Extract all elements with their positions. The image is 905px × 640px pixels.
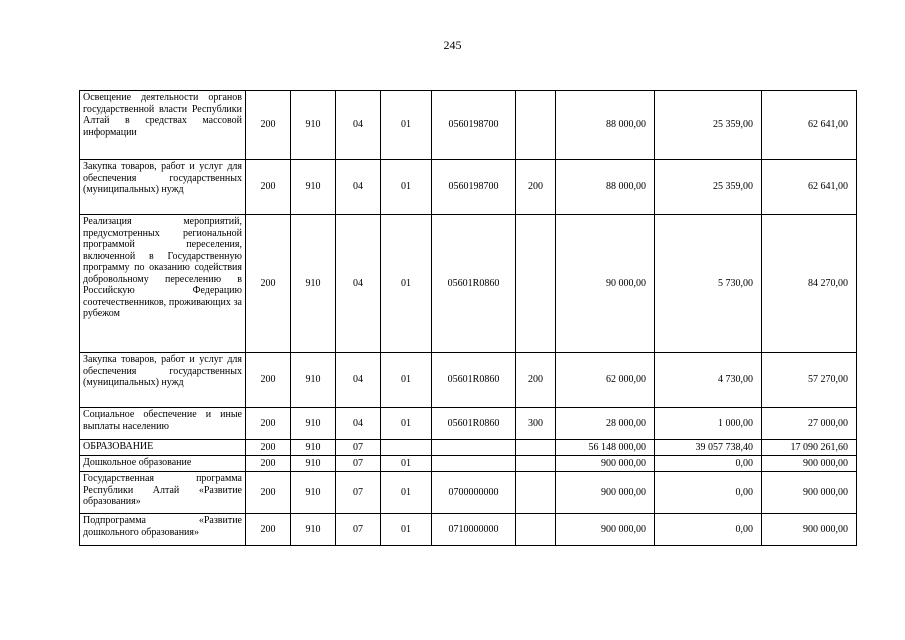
row-vr: 200 — [516, 353, 556, 408]
row-value-3: 84 270,00 — [762, 215, 857, 353]
row-ved: 200 — [246, 408, 291, 440]
row-value-2: 39 057 738,40 — [655, 440, 762, 456]
row-rz: 04 — [336, 353, 381, 408]
row-csr: 0560198700 — [432, 91, 516, 160]
row-pr: 01 — [381, 91, 432, 160]
row-csr: 0710000000 — [432, 514, 516, 546]
budget-table — [79, 90, 857, 546]
table-row — [80, 408, 857, 440]
row-value-3: 62 641,00 — [762, 91, 857, 160]
row-name: Подпрограмма «Развитие дошкольного образования» — [80, 514, 246, 546]
row-value-3: 900 000,00 — [762, 472, 857, 514]
row-name: Реализация мероприятий, предусмотренных региональной программой переселения, включенной в Государственную программу по оказанию содействия добровольному переселению в Российскую Федерацию соотечественников, проживающих за рубежом — [80, 215, 246, 353]
row-vr: 200 — [516, 160, 556, 215]
row-value-3: 27 000,00 — [762, 408, 857, 440]
row-value-2: 0,00 — [655, 472, 762, 514]
row-csr: 05601R0860 — [432, 353, 516, 408]
row-ved: 200 — [246, 456, 291, 472]
row-value-2: 25 359,00 — [655, 91, 762, 160]
row-csr — [432, 440, 516, 456]
row-name: Освещение деятельности органов государственной власти Республики Алтай в средствах массовой информации — [80, 91, 246, 160]
row-value-2: 25 359,00 — [655, 160, 762, 215]
row-rz: 07 — [336, 472, 381, 514]
row-value-1: 62 000,00 — [556, 353, 655, 408]
row-value-1: 900 000,00 — [556, 514, 655, 546]
row-rz: 04 — [336, 408, 381, 440]
row-vr — [516, 456, 556, 472]
row-gr: 910 — [291, 91, 336, 160]
row-name: Закупка товаров, работ и услуг для обеспечения государственных (муниципальных) нужд — [80, 353, 246, 408]
row-value-3: 900 000,00 — [762, 514, 857, 546]
row-rz: 07 — [336, 440, 381, 456]
row-pr: 01 — [381, 456, 432, 472]
row-name: Дошкольное образование — [80, 456, 246, 472]
row-value-2: 0,00 — [655, 514, 762, 546]
table-row — [80, 353, 857, 408]
row-gr: 910 — [291, 440, 336, 456]
row-value-1: 28 000,00 — [556, 408, 655, 440]
row-ved: 200 — [246, 160, 291, 215]
row-pr — [381, 440, 432, 456]
row-vr: 300 — [516, 408, 556, 440]
row-value-2: 0,00 — [655, 456, 762, 472]
row-ved: 200 — [246, 514, 291, 546]
row-pr: 01 — [381, 408, 432, 440]
row-vr — [516, 514, 556, 546]
row-vr — [516, 91, 556, 160]
row-value-3: 62 641,00 — [762, 160, 857, 215]
row-value-1: 90 000,00 — [556, 215, 655, 353]
row-vr — [516, 472, 556, 514]
row-value-3: 17 090 261,60 — [762, 440, 857, 456]
row-name: ОБРАЗОВАНИЕ — [80, 440, 246, 456]
row-gr: 910 — [291, 353, 336, 408]
row-pr: 01 — [381, 215, 432, 353]
row-value-2: 4 730,00 — [655, 353, 762, 408]
row-value-1: 900 000,00 — [556, 456, 655, 472]
row-value-1: 88 000,00 — [556, 91, 655, 160]
row-gr: 910 — [291, 472, 336, 514]
row-gr: 910 — [291, 514, 336, 546]
table-row — [80, 440, 857, 456]
row-ved: 200 — [246, 440, 291, 456]
table-row — [80, 160, 857, 215]
row-value-1: 900 000,00 — [556, 472, 655, 514]
row-pr: 01 — [381, 472, 432, 514]
row-pr: 01 — [381, 353, 432, 408]
row-csr: 0560198700 — [432, 160, 516, 215]
row-rz: 04 — [336, 215, 381, 353]
table-row — [80, 514, 857, 546]
row-csr — [432, 456, 516, 472]
row-gr: 910 — [291, 456, 336, 472]
row-ved: 200 — [246, 91, 291, 160]
row-name: Государственная программа Республики Алтай «Развитие образования» — [80, 472, 246, 514]
row-ved: 200 — [246, 472, 291, 514]
row-value-3: 900 000,00 — [762, 456, 857, 472]
row-csr: 05601R0860 — [432, 408, 516, 440]
row-gr: 910 — [291, 160, 336, 215]
row-rz: 04 — [336, 160, 381, 215]
row-pr: 01 — [381, 160, 432, 215]
row-ved: 200 — [246, 353, 291, 408]
row-value-3: 57 270,00 — [762, 353, 857, 408]
row-ved: 200 — [246, 215, 291, 353]
row-vr — [516, 440, 556, 456]
table-row — [80, 215, 857, 353]
row-name: Закупка товаров, работ и услуг для обеспечения государственных (муниципальных) нужд — [80, 160, 246, 215]
row-pr: 01 — [381, 514, 432, 546]
row-value-1: 56 148 000,00 — [556, 440, 655, 456]
table-row — [80, 472, 857, 514]
row-csr: 0700000000 — [432, 472, 516, 514]
row-rz: 04 — [336, 91, 381, 160]
table-row — [80, 91, 857, 160]
page-number: 245 — [443, 38, 462, 52]
row-gr: 910 — [291, 215, 336, 353]
row-vr — [516, 215, 556, 353]
row-value-1: 88 000,00 — [556, 160, 655, 215]
row-name: Социальное обеспечение и иные выплаты населению — [80, 408, 246, 440]
row-gr: 910 — [291, 408, 336, 440]
row-value-2: 5 730,00 — [655, 215, 762, 353]
row-rz: 07 — [336, 456, 381, 472]
row-csr: 05601R0860 — [432, 215, 516, 353]
row-rz: 07 — [336, 514, 381, 546]
row-value-2: 1 000,00 — [655, 408, 762, 440]
table-row — [80, 456, 857, 472]
